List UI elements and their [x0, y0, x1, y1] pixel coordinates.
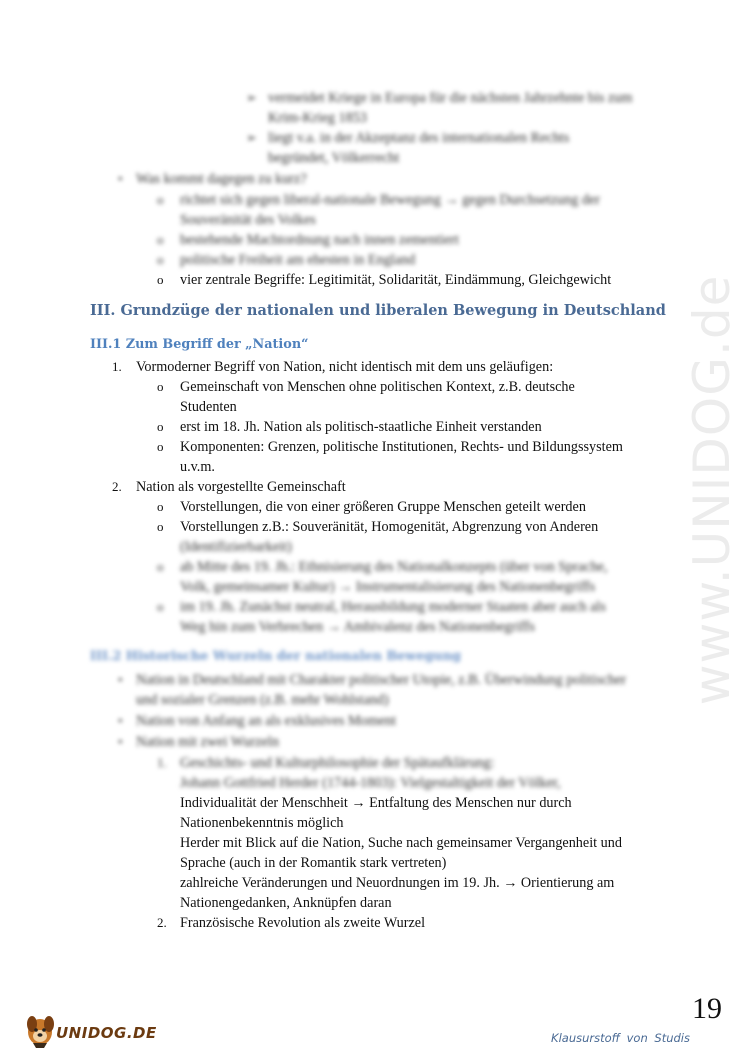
text-line: zahlreiche Veränderungen und Neuordnungen im 19. Jh. → Orientierung am [180, 875, 615, 891]
page-number: 19 [692, 992, 722, 1025]
text-line: Individualität der Menschheit → Entfaltung des Menschen nur durch [180, 795, 572, 811]
circle-bullet-icon: o [157, 439, 164, 454]
text-line: Nation als vorgestellte Gemeinschaft [136, 479, 346, 495]
list-number: 1. [112, 359, 122, 374]
arrow-icon: ➢ [246, 130, 257, 145]
text-line: Herder mit Blick auf die Nation, Suche nach gemeinsamer Vergangenheit und [180, 835, 622, 851]
text-line: Sprache (auch in der Romantik stark vertreten) [180, 855, 447, 871]
text-line: u.v.m. [180, 459, 215, 475]
text-line: Geschichts- und Kulturphilosophie der Spätaufklärung: [180, 755, 495, 771]
text-line: Nation von Anfang an als exklusives Moment [136, 713, 397, 729]
text-line: Studenten [180, 399, 237, 415]
text-line: Johann Gottfried Herder (1744-1803): Vielgestaltigkeit der Völker, [180, 775, 561, 791]
section-heading: III. Grundzüge der nationalen und liberalen Bewegung in Deutschland [90, 302, 666, 319]
text-line: im 19. Jh. Zunächst neutral, Herausbildung moderner Staaten aber auch als [180, 599, 606, 615]
arrow-icon: ➢ [246, 90, 257, 105]
text-line: erst im 18. Jh. Nation als politisch-staatliche Einheit verstanden [180, 419, 542, 435]
bullet-icon: • [118, 713, 123, 728]
subsection-heading: III.1 Zum Begriff der „Nation“ [90, 337, 309, 352]
circle-bullet-icon: o [157, 272, 164, 287]
text-line: Was kommt dagegen zu kurz? [136, 171, 307, 187]
circle-bullet-icon: o [157, 232, 164, 247]
subsection-heading: III.2 Historische Wurzeln der nationalen Bewegung [90, 649, 461, 664]
list-number: 2. [157, 915, 167, 930]
text-line: liegt v.a. in der Akzeptanz des internationalen Rechts [268, 130, 570, 146]
bullet-icon: • [118, 171, 123, 186]
text-line: Gemeinschaft von Menschen ohne politischen Kontext, z.B. deutsche [180, 379, 575, 395]
circle-bullet-icon: o [157, 419, 164, 434]
list-number: 1. [157, 755, 167, 770]
text-line: begründet, Völkerrecht [268, 150, 400, 166]
text-line: Komponenten: Grenzen, politische Institutionen, Rechts- und Bildungssystem [180, 439, 623, 455]
dog-mascot-icon [27, 1016, 54, 1048]
circle-bullet-icon: o [157, 559, 164, 574]
text-line: vermeidet Kriege in Europa für die nächsten Jahrzehnte bis zum [268, 90, 633, 106]
text-line: Nationengedanken, Anknüpfen daran [180, 895, 392, 911]
text-line: richtet sich gegen liberal-nationale Bewegung → gegen Durchsetzung der [180, 192, 600, 208]
text-line: ab Mitte des 19. Jh.: Ethnisierung des Nationalkonzepts (über von Sprache, [180, 559, 608, 575]
text-line: Nationenbekenntnis möglich [180, 815, 344, 831]
text-line: Souveränität des Volkes [180, 212, 316, 228]
circle-bullet-icon: o [157, 252, 164, 267]
circle-bullet-icon: o [157, 599, 164, 614]
text-line: und sozialer Grenzen (z.B. mehr Wohlstand) [136, 692, 389, 708]
text-line: vier zentrale Begriffe: Legitimität, Solidarität, Eindämmung, Gleichgewicht [180, 272, 612, 288]
text-line: Vormoderner Begriff von Nation, nicht identisch mit dem uns geläufigen: [136, 359, 554, 375]
text-line: Vorstellungen, die von einer größeren Gruppe Menschen geteilt werden [180, 499, 586, 515]
circle-bullet-icon: o [157, 379, 164, 394]
bullet-icon: • [118, 672, 123, 687]
text-line: Volk, gemeinsamer Kultur) → Instrumentalisierung des Nationenbegriffs [180, 579, 596, 595]
bullet-icon: • [118, 734, 123, 749]
logo-text: UNIDOG.DE [56, 1024, 157, 1042]
text-line: Weg hin zum Verbrechen → Ambivalenz des Nationenbegriffs [180, 619, 535, 635]
text-line: Krim-Krieg 1853 [268, 110, 367, 126]
text-line: Nation in Deutschland mit Charakter politischer Utopie, z.B. Überwindung politischer [136, 672, 627, 688]
text-line: Vorstellungen z.B.: Souveränität, Homogenität, Abgrenzung von Anderen [180, 519, 599, 535]
circle-bullet-icon: o [157, 499, 164, 514]
text-line: Französische Revolution als zweite Wurzel [180, 915, 426, 931]
text-line: Nation mit zwei Wurzeln [136, 734, 279, 750]
list-number: 2. [112, 479, 122, 494]
text-line: bestehende Machtordnung nach innen zementiert [180, 232, 459, 248]
watermark: www.UNIDOG.de [683, 274, 741, 706]
circle-bullet-icon: o [157, 519, 164, 534]
text-line: politische Freiheit am ehesten in England [180, 252, 416, 268]
text-line: (Identifizierbarkeit) [180, 539, 292, 555]
circle-bullet-icon: o [157, 192, 164, 207]
footer-tagline: Klausurstoff von Studis [551, 1031, 690, 1045]
